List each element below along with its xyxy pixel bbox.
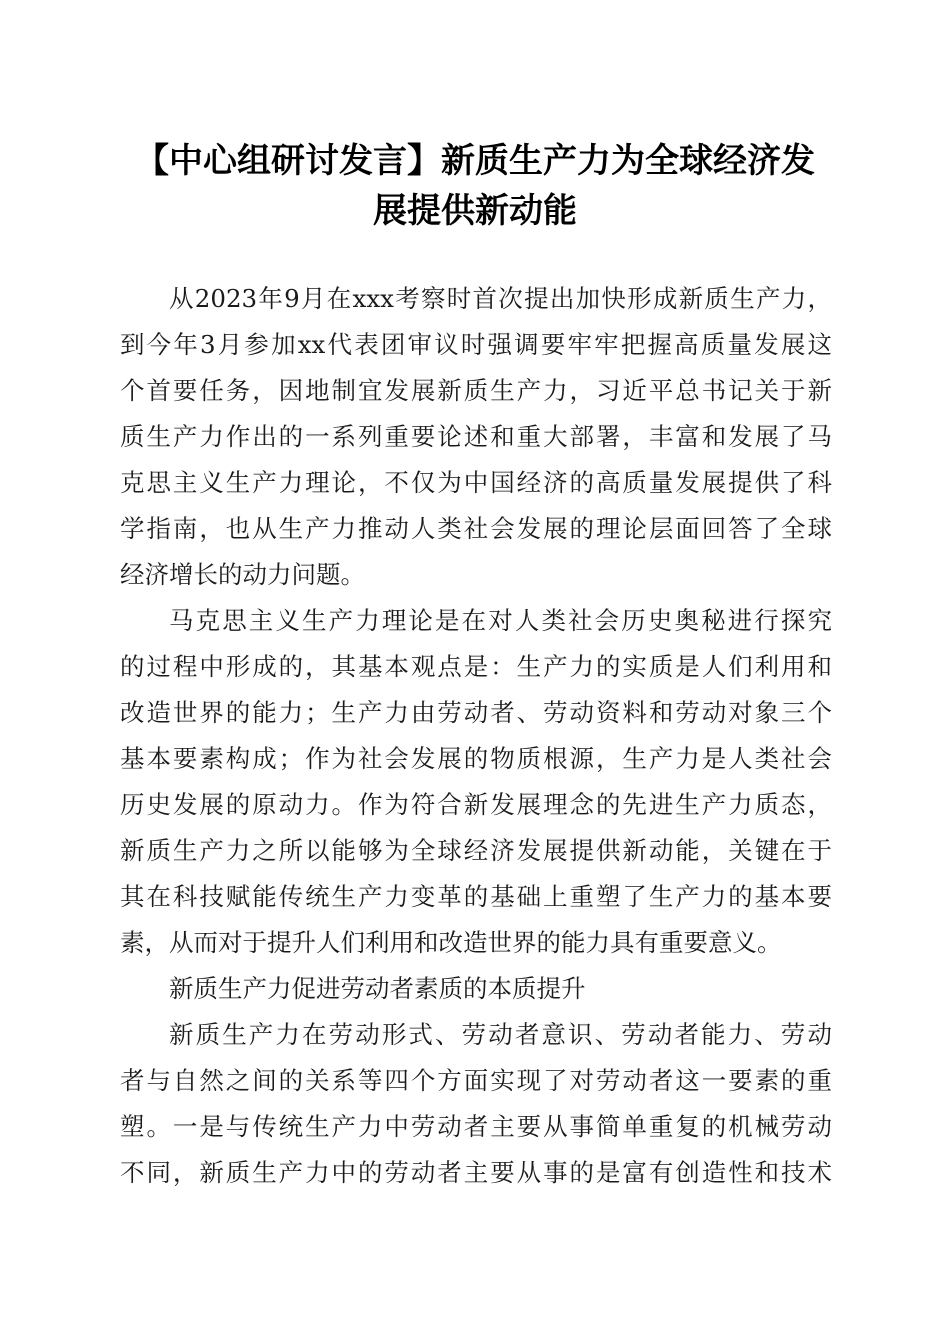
paragraph-line: 到今年3月参加xx代表团审议时强调要牢牢把握高质量发展这 [120,330,832,359]
paragraph-line: 其在科技赋能传统生产力变革的基础上重塑了生产力的基本要 [120,882,832,911]
paragraph-line: 马克思主义生产力理论是在对人类社会历史奥秘进行探究 [169,606,832,635]
paragraph-line: 改造世界的能力；生产力由劳动者、劳动资料和劳动对象三个 [120,698,832,727]
title-line: 展提供新动能 [373,191,577,231]
paragraph-line: 质生产力作出的一系列重要论述和重大部署，丰富和发展了马 [120,422,832,451]
paragraph-line: 个首要任务，因地制宜发展新质生产力，习近平总书记关于新 [120,376,832,405]
paragraph-line: 者与自然之间的关系等四个方面实现了对劳动者这一要素的重 [120,1066,832,1095]
paragraph-line: 基本要素构成；作为社会发展的物质根源，生产力是人类社会 [120,744,832,773]
paragraph-line: 克思主义生产力理论，不仅为中国经济的高质量发展提供了科 [120,468,832,497]
title-line: 【中心组研讨发言】新质生产力为全球经济发 [135,141,815,181]
paragraph-line: 经济增长的动力问题。 [120,560,365,589]
paragraph-line: 新质生产力之所以能够为全球经济发展提供新动能，关键在于 [120,836,832,865]
paragraph-2 [120,598,832,966]
paragraph-line: 素，从而对于提升人们利用和改造世界的能力具有重要意义。 [120,928,782,957]
document-title [90,136,860,236]
section-heading-text: 新质生产力促进劳动者素质的本质提升 [169,974,586,1003]
paragraph-line: 塑。一是与传统生产力中劳动者主要从事简单重复的机械劳动 [120,1112,832,1141]
paragraph-1 [120,276,832,598]
paragraph-3 [120,1012,832,1196]
paragraph-line: 新质生产力在劳动形式、劳动者意识、劳动者能力、劳动 [169,1020,832,1049]
paragraph-line: 历史发展的原动力。作为符合新发展理念的先进生产力质态， [120,790,832,819]
document-body [120,276,832,1196]
section-heading [120,966,832,1012]
paragraph-line: 从2023年9月在xxx考察时首次提出加快形成新质生产力， [169,284,832,313]
paragraph-line: 的过程中形成的，其基本观点是：生产力的实质是人们利用和 [120,652,832,681]
paragraph-line: 学指南，也从生产力推动人类社会发展的理论层面回答了全球 [120,514,832,543]
paragraph-line: 不同，新质生产力中的劳动者主要从事的是富有创造性和技术 [120,1158,832,1187]
